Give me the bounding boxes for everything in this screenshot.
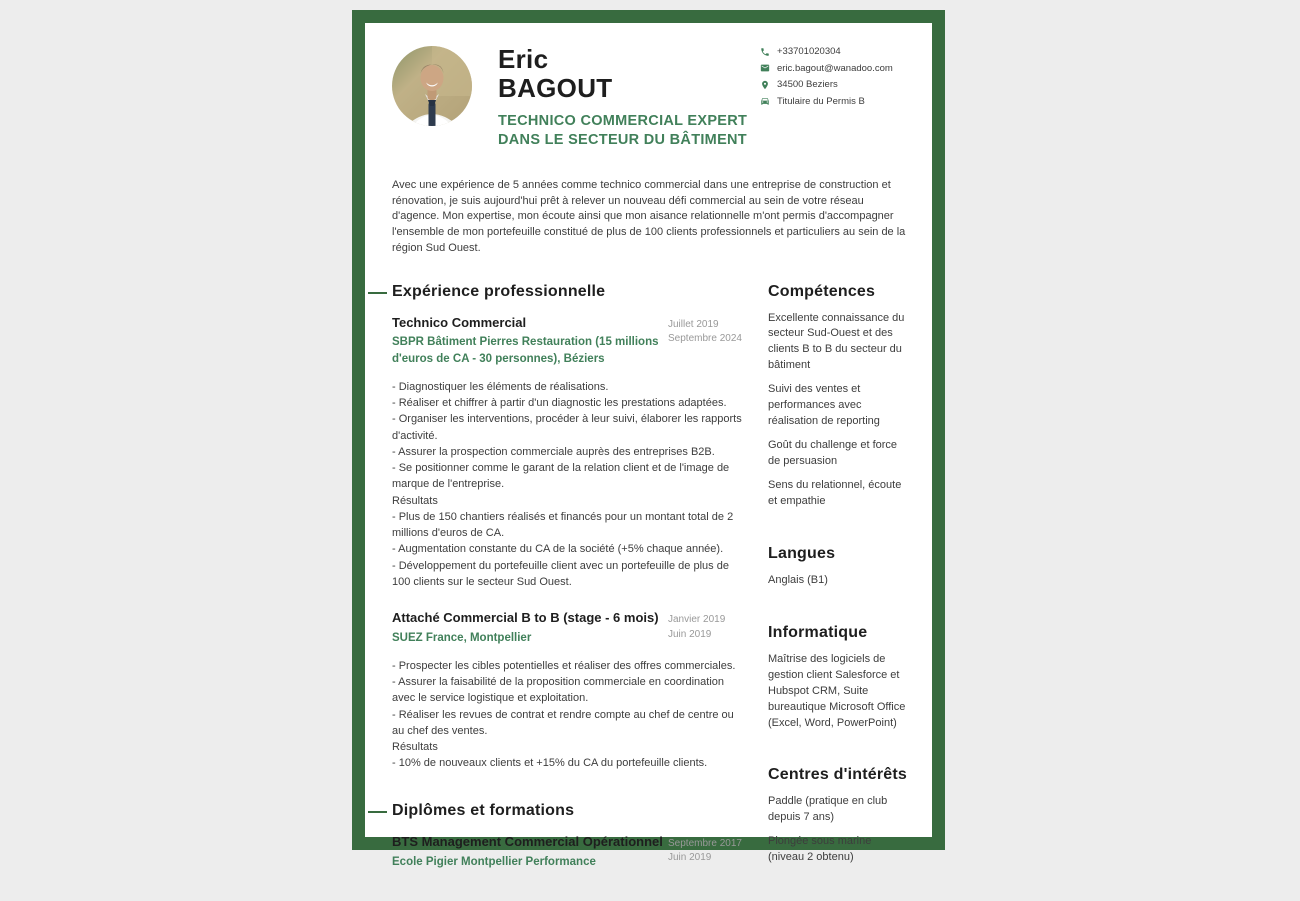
skill-item: Goût du challenge et force de persuasion [768, 438, 910, 470]
job-description-line: - Assurer la prospection commerciale auprès des entreprises B2B. [392, 444, 745, 460]
sidebar-section-it [768, 624, 910, 732]
education-entry [392, 834, 745, 871]
experience-entry-main [392, 315, 664, 368]
contact-phone-text: +33701020304 [777, 46, 841, 57]
languages-heading: Langues [768, 545, 910, 563]
it-heading: Informatique [768, 624, 910, 642]
interest-item: Paddle (pratique en club depuis 7 ans) [768, 794, 910, 826]
first-name: Eric [498, 45, 760, 74]
candidate-title-line1: TECHNICO COMMERCIAL EXPERT [498, 112, 760, 131]
experience-entry-main [392, 610, 664, 647]
candidate-title-line2: DANS LE SECTEUR DU BÂTIMENT [498, 131, 760, 150]
candidate-title [498, 112, 760, 150]
experience-heading-text: Expérience professionnelle [392, 283, 605, 300]
degree-title: BTS Management Commercial Opérationnel [392, 834, 664, 851]
education-dates [668, 834, 745, 866]
contact-email [760, 63, 910, 74]
experience-entry [392, 315, 745, 591]
cv-header [392, 45, 910, 150]
skill-item: Excellente connaissance du secteur Sud-Ouest et des clients B to B du secteur du bâtiment [768, 311, 910, 375]
job-description-line: - Augmentation constante du CA de la société (+5% chaque année). [392, 541, 745, 557]
cv-page [352, 10, 945, 850]
contact-driving-license [760, 96, 910, 107]
interest-item: Plongée sous marine (niveau 2 obtenu) [768, 834, 910, 866]
section-dash-icon [368, 811, 387, 813]
skill-item: Suivi des ventes et performances avec réalisation de reporting [768, 382, 910, 430]
education-date-end: Juin 2019 [668, 851, 745, 866]
contact-email-text: eric.bagout@wanadoo.com [777, 63, 893, 74]
experience-entry-head [392, 315, 745, 368]
cv-content [365, 23, 932, 837]
job-description [392, 379, 745, 590]
it-item: Maîtrise des logiciels de gestion client Salesforce et Hubspot CRM, Suite bureautique Microsoft Office (Excel, Word, PowerPoint) [768, 652, 910, 732]
contact-list [760, 46, 910, 107]
interests-heading: Centres d'intérêts [768, 766, 910, 784]
skill-item: Sens du relationnel, écoute et empathie [768, 478, 910, 510]
job-description-line: Résultats [392, 739, 745, 755]
job-description-line: - Plus de 150 chantiers réalisés et financés pour un montant total de 2 millions d'euros de CA. [392, 509, 745, 542]
job-title: Technico Commercial [392, 315, 664, 332]
job-company: SUEZ France, Montpellier [392, 630, 664, 647]
location-icon [760, 80, 770, 90]
job-dates [668, 315, 745, 347]
candidate-name [498, 45, 760, 103]
job-date-start: Juillet 2019 [668, 318, 745, 333]
education-entry-main [392, 834, 664, 871]
job-description [392, 658, 745, 772]
job-description-line: - Développement du portefeuille client avec un portefeuille de plus de 100 clients sur le secteur Sud Ouest. [392, 558, 745, 591]
language-item: Anglais (B1) [768, 573, 910, 589]
it-list [768, 652, 910, 732]
sidebar-section-interests [768, 766, 910, 866]
section-dash-icon [368, 292, 387, 294]
job-description-line: - Assurer la faisabilité de la proposition commerciale en coordination avec le service logistique et exploitation. [392, 674, 745, 707]
job-description-line: - Organiser les interventions, procéder à leur suivi, élaborer les rapports d'activité. [392, 411, 745, 444]
profile-photo [392, 46, 472, 126]
contact-address [760, 79, 910, 90]
skills-list [768, 311, 910, 510]
job-date-start: Janvier 2019 [668, 613, 745, 628]
identity-block [498, 45, 760, 150]
contact-phone [760, 46, 910, 57]
section-heading-education [392, 802, 745, 820]
sidebar-section-skills [768, 283, 910, 510]
job-description-line: - 10% de nouveaux clients et +15% du CA du portefeuille clients. [392, 755, 745, 771]
car-icon [760, 96, 770, 106]
job-date-end: Septembre 2024 [668, 332, 745, 347]
phone-icon [760, 47, 770, 57]
job-description-line: Résultats [392, 493, 745, 509]
education-heading-text: Diplômes et formations [392, 802, 574, 819]
experience-entry [392, 610, 745, 771]
sidebar-section-languages [768, 545, 910, 589]
email-icon [760, 63, 770, 73]
job-description-line: - Diagnostiquer les éléments de réalisations. [392, 379, 745, 395]
skills-heading: Compétences [768, 283, 910, 301]
main-column [392, 283, 745, 901]
contact-address-text: 34500 Beziers [777, 79, 838, 90]
interests-list [768, 794, 910, 866]
job-description-line: - Réaliser les revues de contrat et rendre compte au chef de centre ou au chef des ventes. [392, 707, 745, 740]
languages-list [768, 573, 910, 589]
section-heading-experience [392, 283, 745, 301]
job-dates [668, 610, 745, 642]
job-description-line: - Se positionner comme le garant de la relation client et de l'image de marque de l'entreprise. [392, 460, 745, 493]
job-company: SBPR Bâtiment Pierres Restauration (15 millions d'euros de CA - 30 personnes), Béziers [392, 334, 664, 367]
experience-entry-head [392, 610, 745, 647]
profile-photo-illustration [392, 46, 472, 126]
job-date-end: Juin 2019 [668, 628, 745, 643]
contact-driving-license-text: Titulaire du Permis B [777, 96, 865, 107]
job-title: Attaché Commercial B to B (stage - 6 mois) [392, 610, 664, 627]
last-name: BAGOUT [498, 74, 760, 103]
education-date-start: Septembre 2017 [668, 837, 745, 852]
job-description-line: - Réaliser et chiffrer à partir d'un diagnostic les prestations adaptées. [392, 395, 745, 411]
school-name: Ecole Pigier Montpellier Performance [392, 854, 664, 871]
profile-summary: Avec une expérience de 5 années comme technico commercial dans une entreprise de construction et rénovation, je suis aujourd'hui prêt à relever un nouveau défi commercial au sein de votre réseau d'agence. Mon expertise, mon écoute ainsi que mon aisance relationnelle m'ont permis d'accompagner l'ensemble de mon portefeuille constitué de plus de 100 clients professionnels et particuliers au sein de la région Sud Ouest. [392, 178, 910, 257]
education-entry-head [392, 834, 745, 871]
job-description-line: - Prospecter les cibles potentielles et réaliser des offres commerciales. [392, 658, 745, 674]
cv-body [392, 283, 910, 901]
sidebar-column [768, 283, 910, 901]
